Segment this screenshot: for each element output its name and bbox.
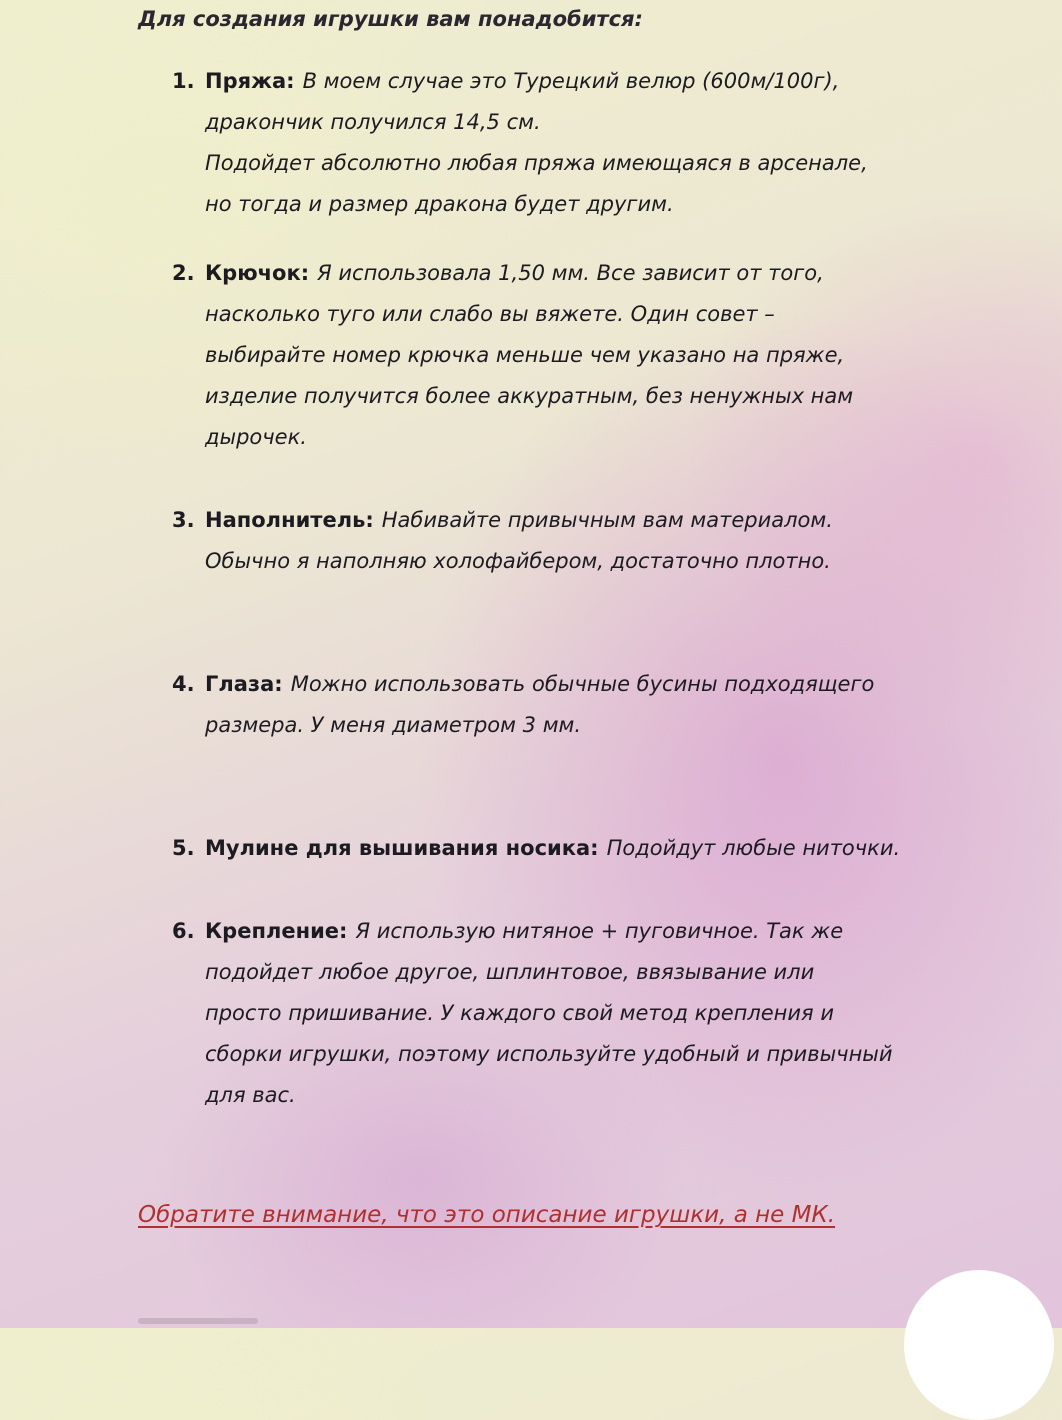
- item-line: выбирайте номер крючка меньше чем указано на пряже,: [205, 343, 845, 367]
- item-number: 3.: [172, 508, 195, 532]
- item-line: В моем случае это Турецкий велюр (600м/100г),: [302, 69, 840, 93]
- intro-heading: Для создания игрушки вам понадобится:: [138, 7, 643, 31]
- item-line: просто пришивание. У каждого свой метод крепления и: [205, 1001, 835, 1025]
- list-item-floss: [172, 828, 1012, 869]
- list-item-filler: [172, 500, 1012, 582]
- item-label: Наполнитель:: [205, 508, 374, 532]
- attention-note: Обратите внимание, что это описание игрушки, а не МК.: [138, 1202, 836, 1228]
- item-label: Глаза:: [205, 672, 283, 696]
- item-line: изделие получится более аккуратным, без ненужных нам: [205, 384, 854, 408]
- item-line: размера. У меня диаметром 3 мм.: [205, 713, 582, 737]
- corner-circle-overlay: [904, 1270, 1054, 1420]
- item-line: Я использую нитяное + пуговичное. Так же: [355, 919, 844, 943]
- item-number: 6.: [172, 919, 195, 943]
- list-item-hook: [172, 253, 1012, 458]
- item-line: Обычно я наполняю холофайбером, достаточно плотно.: [205, 549, 831, 573]
- item-line: но тогда и размер дракона будет другим.: [205, 192, 674, 216]
- item-line: сборки игрушки, поэтому используйте удобный и привычный: [205, 1042, 893, 1066]
- item-label: Мулине для вышивания носика:: [205, 836, 599, 860]
- item-line: Подойдут любые ниточки.: [606, 836, 901, 860]
- item-line: дракончик получился 14,5 см.: [205, 110, 541, 134]
- list-item-eyes: [172, 664, 1012, 746]
- list-item-yarn: [172, 61, 1012, 225]
- item-line: подойдет любое другое, шплинтовое, ввязывание или: [205, 960, 815, 984]
- item-line: дырочек.: [205, 425, 307, 449]
- item-number: 1.: [172, 69, 195, 93]
- item-line: Можно использовать обычные бусины подходящего: [290, 672, 875, 696]
- list-item-fastening: [172, 911, 1012, 1116]
- item-number: 4.: [172, 672, 195, 696]
- item-line: Подойдет абсолютно любая пряжа имеющаяся в арсенале,: [205, 151, 868, 175]
- item-label: Пряжа:: [205, 69, 295, 93]
- bottom-fragment: [138, 1318, 258, 1324]
- item-label: Крючок:: [205, 261, 310, 285]
- item-number: 5.: [172, 836, 195, 860]
- item-line: Я использовала 1,50 мм. Все зависит от того,: [317, 261, 824, 285]
- item-line: Набивайте привычным вам материалом.: [381, 508, 833, 532]
- item-number: 2.: [172, 261, 195, 285]
- item-label: Крепление:: [205, 919, 348, 943]
- item-line: насколько туго или слабо вы вяжете. Один совет –: [205, 302, 775, 326]
- item-line: для вас.: [205, 1083, 296, 1107]
